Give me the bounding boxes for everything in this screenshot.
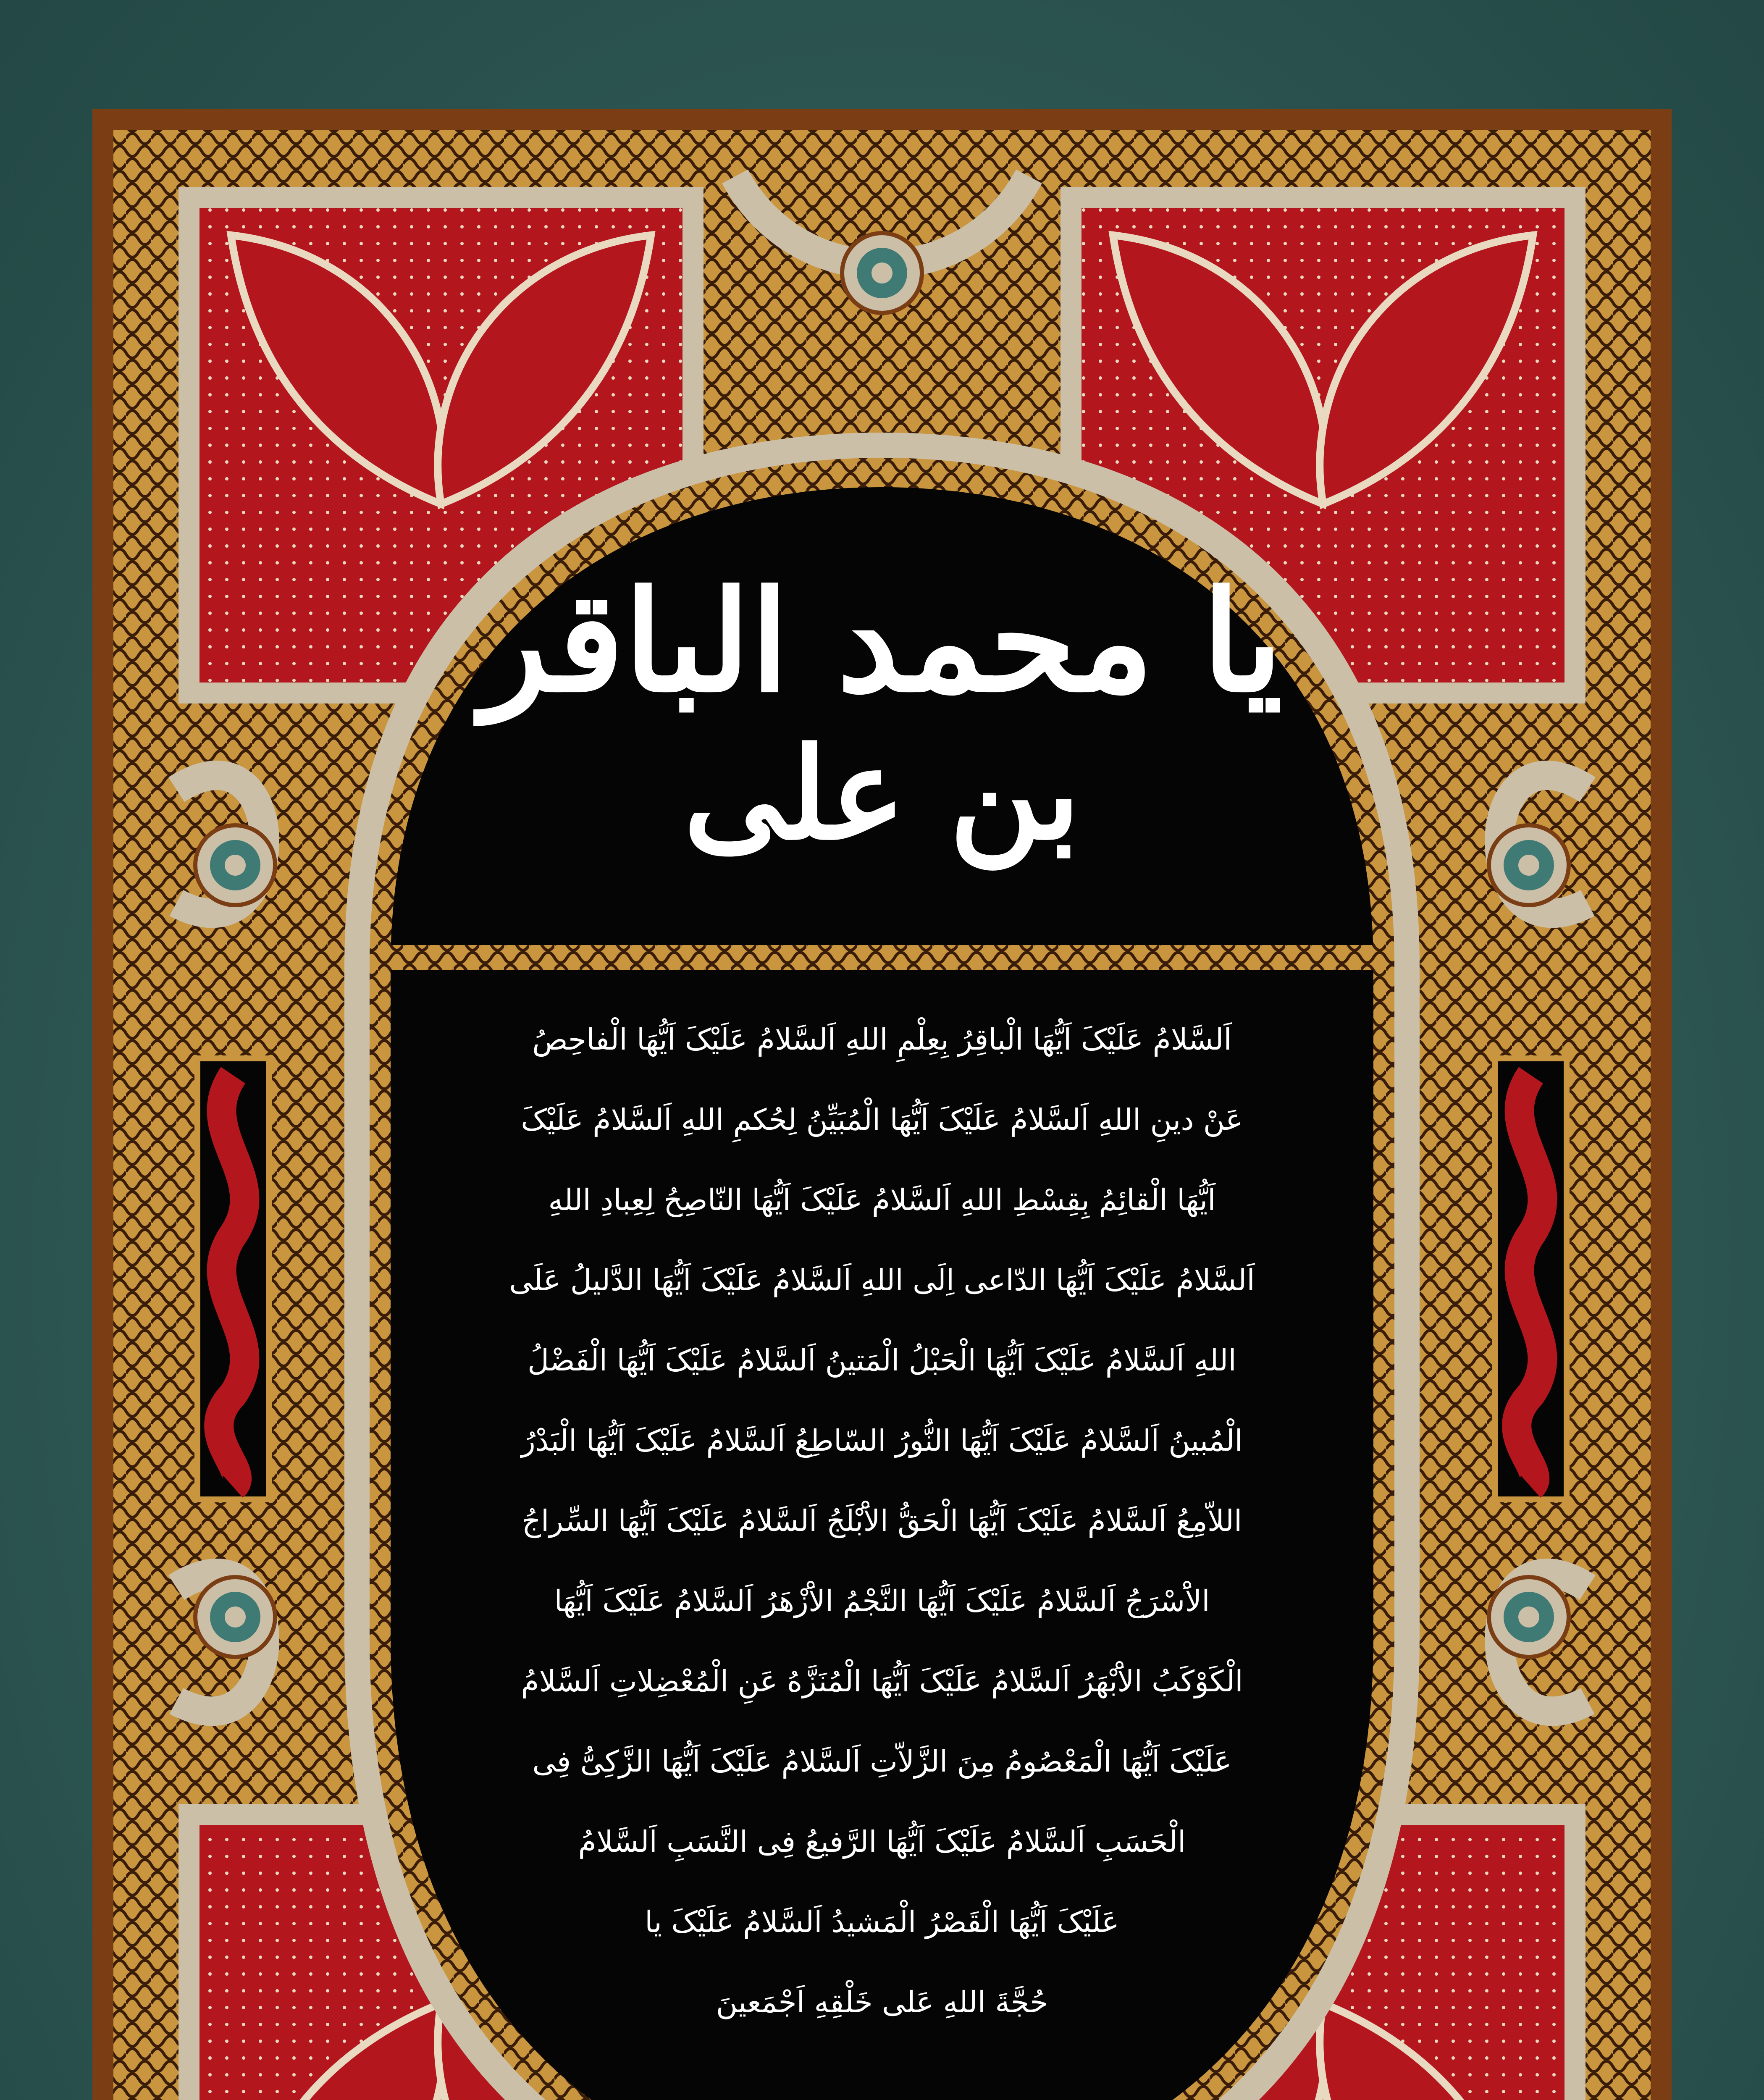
text-line: اللاّمِعُ اَلسَّلامُ عَلَیْکَ اَیُّهَا الْحَقُّ الاَْبْلَجُ اَلسَّلامُ عَلَیْکَ اَیُّهَا السِّراجُ xyxy=(522,1504,1242,1538)
rosette-icon xyxy=(195,1577,275,1657)
text-line: اَیُّهَا الْقائِمُ بِقِسْطِ اللهِ اَلسَّلامُ عَلَیْکَ اَیُّهَا النّاصِحُ لِعِبادِ اللهِ xyxy=(548,1183,1216,1217)
title-separator-band xyxy=(391,945,1373,970)
title-line-1: یا محمد الباقر xyxy=(481,559,1283,723)
text-line: الاَْسْرَجُ اَلسَّلامُ عَلَیْکَ اَیُّهَا النَّجْمُ الاَْزْهَرُ اَلسَّلامُ عَلَیْکَ اَیُّهَا xyxy=(554,1584,1210,1618)
title-line-2: بن علی xyxy=(683,719,1081,868)
ziyarat-text xyxy=(433,1000,1331,2100)
side-panel-left xyxy=(197,1058,269,1499)
calligraphy-title xyxy=(412,483,1352,945)
text-line: عَلَیْکَ اَیُّهَا الْمَعْصُومُ مِنَ الزَّلاّتِ اَلسَّلامُ عَلَیْکَ اَیُّهَا الزَّکِیُّ فِی xyxy=(532,1744,1232,1779)
text-line: عَنْ دینِ اللهِ اَلسَّلامُ عَلَیْکَ اَیُّهَا الْمُبَیِّنُ لِحُکمِ اللهِ اَلسَّلامُ عَلَیْکَ xyxy=(521,1102,1243,1137)
text-line: الْمُبینُ اَلسَّلامُ عَلَیْکَ اَیُّهَا النُّورُ السّاطِعُ اَلسَّلامُ عَلَیْکَ اَیُّهَا الْبَدْرُ xyxy=(521,1423,1243,1458)
text-line: الْکَوْکَبُ الاَْبْهَرُ اَلسَّلامُ عَلَیْکَ اَیُّهَا الْمُنَزَّهُ عَنِ الْمُعْضِلاتِ اَلسَّلامُ xyxy=(521,1664,1243,1698)
text-line: الْحَسَبِ اَلسَّلامُ عَلَیْکَ اَیُّهَا الرَّفیعُ فِی النَّسَبِ اَلسَّلامُ xyxy=(578,1824,1186,1859)
rosette-icon xyxy=(1489,825,1569,905)
text-line: اَلسَّلامُ عَلَیْکَ اَیُّهَا الْباقِرُ بِعِلْمِ اللهِ اَلسَّلامُ عَلَیْکَ اَیُّهَا الْفاحِصُ xyxy=(532,1022,1232,1057)
text-line: اَلسَّلامُ عَلَیْکَ اَیُّهَا الدّاعی اِلَی اللهِ اَلسَّلامُ عَلَیْکَ اَیُّهَا الدَّلیلُ عَلَی xyxy=(509,1263,1255,1297)
text-line: حُجَّةَ اللهِ عَلی خَلْقِهِ اَجْمَعینَ xyxy=(716,1985,1048,2019)
side-panel-right xyxy=(1495,1058,1567,1499)
rosette-icon xyxy=(1489,1577,1569,1657)
text-line: عَلَیْکَ اَیُّهَا الْقَصْرُ الْمَشیدُ اَلسَّلامُ عَلَیْکَ یا xyxy=(645,1905,1119,1939)
text-line: اللهِ اَلسَّلامُ عَلَیْکَ اَیُّهَا الْحَبْلُ الْمَتینُ اَلسَّلامُ عَلَیْکَ اَیُّهَا الْفَضْلُ xyxy=(528,1343,1236,1378)
rosette-icon xyxy=(195,825,275,905)
rosette-icon xyxy=(842,233,922,313)
